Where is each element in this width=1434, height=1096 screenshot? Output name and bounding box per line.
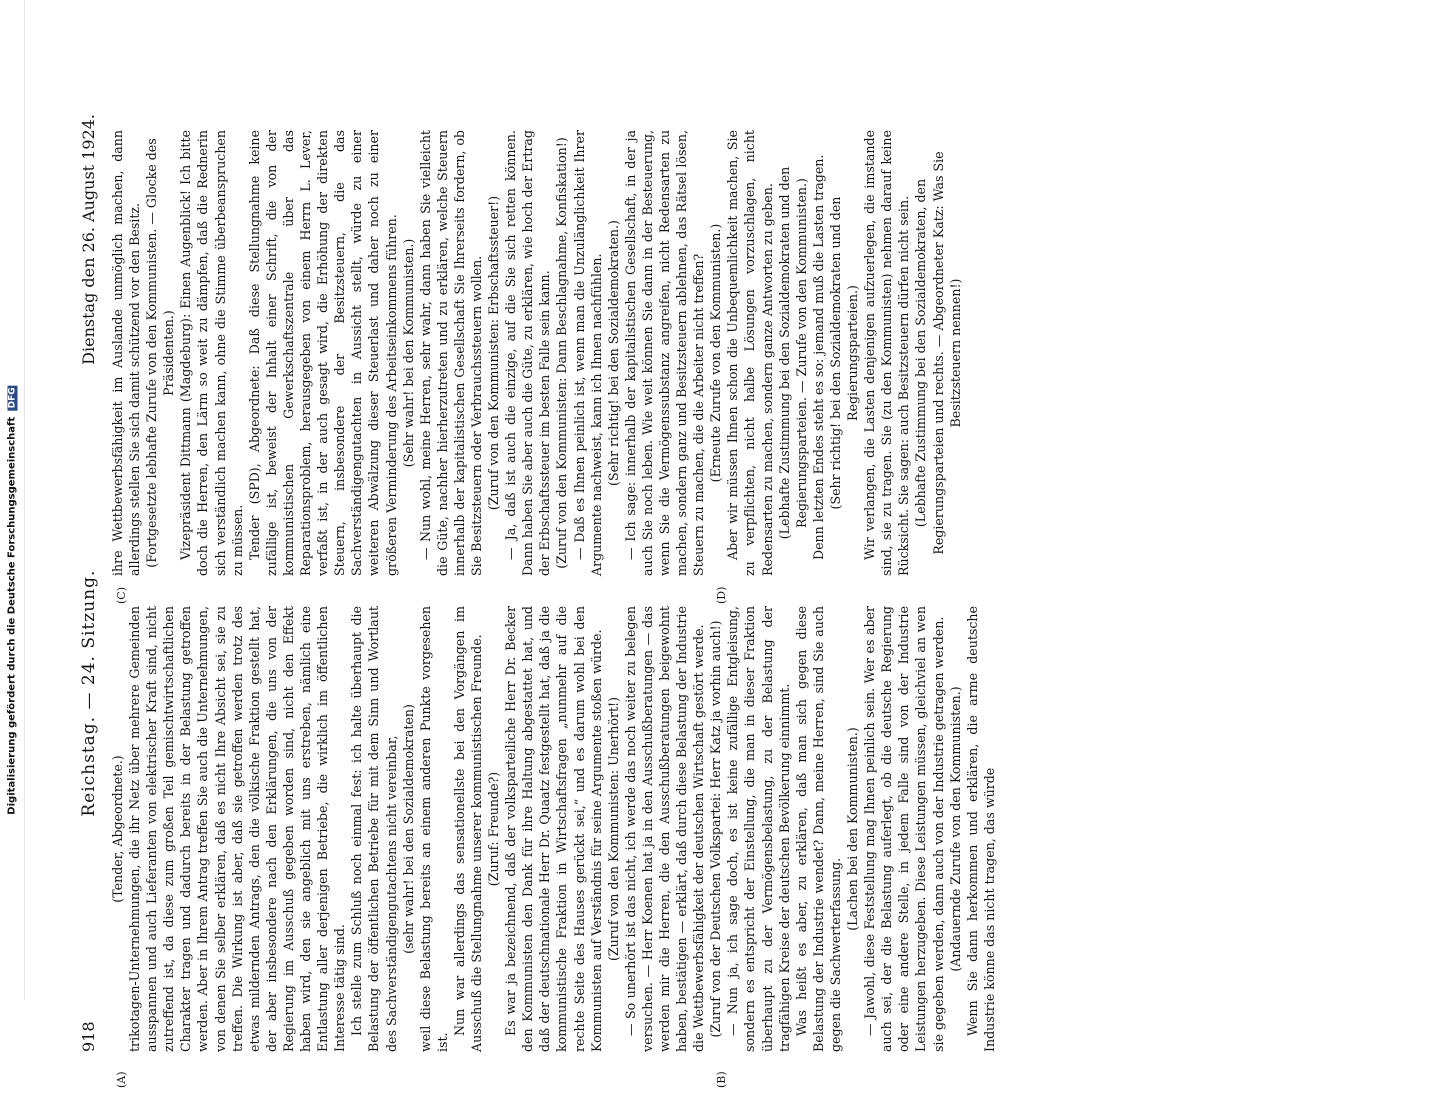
interjection: (Zuruf von der Deutschen Volkspartei: Herr Katz ja vorhin auch!) — [708, 620, 724, 1038]
sidebar-strip — [0, 0, 25, 1000]
paragraph: trikotagen-Unternehmungen, die ihr Netz über mehrere Gemeinden ausspannen und auch Lieferanten von elektrischer Kraft sind, nicht zutreffend ist, da diese zum großen Teil gemischtwirtschaftlichen Charakter tragen und dadurch bereits in der Belastung getroffen werden. Aber in Ihrem Antrag treffen Sie auch die Unternehmungen, von denen Sie selber erklären, daß es nicht Ihre Absicht sei, sie zu treffen. Die Wirkung ist aber, daß sie getroffen werden trotz des etwas mildernden Antrags, den die völkische Fraktion gestellt hat, der aber insbesondere nach den Erklärungen, die uns von der Regierung im Ausschuß gegeben worden sind, nicht den Effekt haben wird, den sie angeblich mit uns erstreben, nämlich eine Entlastung aller derjenigen Betriebe, die wirklich im öffentlichen Interesse tätig sind. — [127, 606, 348, 1052]
page-title: Reichstag. — 24. Sitzung. — [79, 569, 99, 817]
paragraph: ihre Wettbewerbsfähigkeit im Auslande unmöglich machen, dann allerdings stellen Sie sich damit schützend vor den Besitz. — [110, 130, 143, 576]
page-header — [79, 114, 105, 1052]
scanned-page — [75, 84, 1434, 1096]
speaker-paragraph: Vizepräsident Dittmann (Magdeburg): Einen Augenblick! Ich bitte doch die Herren, den Lärm so weit zu dämpfen, daß die Rednerin sich verständlich machen kann, ohne die Stimme überbeanspruchen zu müssen. — [178, 130, 245, 576]
paragraph: Wenn Sie dann herkommen und erklären, die arme deutsche Industrie könne das nicht tragen, das würde — [964, 606, 997, 1052]
interjection: (Sehr richtig! bei den Sozialdemokraten.) — [605, 220, 621, 486]
paragraph: — Nun ja, ich sage doch, es ist keine zufällige Entgleisung, sondern es entspricht der Einstellung, die man in dieser Fraktion überhaupt zu der Vermögensbelastung, zu der Belastung der tragfähigen Kreise der deutschen Bevölkerung einnimmt. — [725, 606, 792, 1052]
paragraph: Denn letzten Endes steht es so: jemand muß die Lasten tragen. — [810, 154, 826, 560]
page-number: 918 — [79, 1021, 98, 1052]
paragraph: Aber wir müssen Ihnen schon die Unbequemlichkeit machen, Sie zu verpflichten, nicht halbe Lösungen vorzuschlagen, nicht Redensarten zu machen, sondern ganze Antworten zu geben. — [725, 130, 775, 576]
interjection: (Zuruf von den Kommunisten: Erbschaftssteuer!) — [486, 195, 502, 511]
right-column — [109, 130, 964, 576]
paragraph: — Daß es Ihnen peinlich ist, wenn man die Unzulänglichkeit Ihrer Argumente nachweist, kann ich Ihnen nachfühlen. — [571, 130, 604, 576]
interjection: (Zuruf: Freunde?) — [486, 771, 502, 887]
interjection: (Zuruf von den Kommunisten: Dann Beschlagnahme, Konfiskation!) — [554, 137, 570, 569]
interjection: (Sehr richtig! bei den Sozialdemokraten und den Regierungsparteien.) — [827, 196, 861, 510]
margin-marker-d: (D) — [715, 586, 728, 604]
interjection: (Andauernde Zurufe von den Kommunisten.) — [947, 686, 963, 972]
speaker-paragraph: Tender (SPD), Abgeordnete: Daß diese Stellungnahme keine zufällige ist, beweist der Inhalt einer Schrift, die von der kommunistischen Gewerkschaftszentrale über das Reparationsproblem, herausgegeben von einem Herrn L. Lever, verfaßt ist, in der auch gesagt wird, die Erhöhung der direkten Steuern, insbesondere der Besitzsteuern, die das Sachverständigengutachten in Aussicht stellt, würde zu einer weiteren Abwälzung dieser Steuerlast und daher noch zu einer größeren Verminderung des Arbeitseinkommens führen. — [246, 130, 399, 576]
paragraph: — Ja, daß ist auch die einzige, auf die Sie sich retten können. Dann haben Sie aber auch die Güte, zu erklären, wie hoch der Ertrag der Erbschaftssteuer im besten Falle sein kann. — [503, 130, 553, 576]
paragraph: — Nun wohl, meine Herren, sehr wahr, dann haben Sie vielleicht die Güte, nachher hierherzutreten und zu erklären, welche Steuern innerhalb der kapitalistischen Gesellschaft Sie Ihrerseits fordern, ob Sie Besitzsteuern oder Verbrauchssteuern wollen. — [417, 130, 484, 576]
margin-marker-a: (A) — [115, 1071, 128, 1088]
funding-credit-text: Digitalisierung gefördert durch die Deutsche Forschungsgemeinschaft — [6, 416, 18, 815]
dfg-logo: DFG — [7, 387, 18, 409]
paragraph: — So unerhört ist das nicht, ich werde das noch weiter zu belegen versuchen. — Herr Koenen hat ja in den Ausschußberatungen — das werden mir die Herren, die den Ausschußberatungen beigewohnt haben, bestätigen — erklärt, daß durch diese Belastung der Industrie die Wettbewerbsfähigkeit der deutschen Wirtschaft gestört werde. — [622, 606, 707, 1052]
interjection: (Fortgesetzte lebhafte Zurufe von den Kommunisten. — Glocke des Präsidenten.) — [144, 138, 177, 568]
funding-credit — [7, 385, 18, 814]
paragraph: Nun war allerdings das sensationellste bei den Vorgängen im Ausschuß die Stellungnahme unserer kommunistischen Freunde. — [451, 606, 484, 1052]
speaker-heading: (Tender, Abgeordnete.) — [110, 755, 125, 903]
interjection: (sehr wahr! bei den Sozialdemokraten) — [400, 704, 416, 954]
page-date: Dienstag den 26. August 1924. — [79, 114, 98, 365]
paragraph: — Ich sage: innerhalb der kapitalistischen Gesellschaft, in der ja auch Sie noch leben. Wie weit können Sie dann in der Besteuerung, wenn Sie die Vermögenssubstanz angreifen, nicht Redensarten zu machen, sondern ganz und Besitzsteuern ablehnen, das Rätsel lösen, Steuern zu machen, die die Arbeiter nicht treffen? — [622, 130, 707, 576]
interjection: (Lebhafte Zustimmung bei den Sozialdemokraten, den Regierungsparteien und rechts. — Abgeordneter Katz: Was Sie Besitzsteuern nennen!) — [913, 151, 963, 555]
paragraph: Ich stelle zum Schluß noch einmal fest: ich halte überhaupt die Belastung der öffentlichen Betriebe für mit dem Sinn und Wortlaut des Sachverständigengutachtens nicht vereinbar, — [349, 606, 399, 1052]
left-column — [109, 606, 998, 1052]
interjection: (Zuruf von den Kommunisten: Unerhört!) — [605, 696, 621, 962]
interjection: (Lebhafte Zustimmung bei den Sozialdemokraten und den Regierungsparteien. — Zurufe von den Kommunisten.) — [776, 166, 809, 540]
paragraph: weil diese Belastung bereits an einem anderen Punkte vorgesehen ist. — [417, 606, 450, 1052]
paragraph: Es war ja bezeichnend, daß der volksparteiliche Herr Dr. Becker den Kommunisten den Dank für ihre Haltung abgestattet hat, und daß der deutschnationale Herr Dr. Quaatz festgestellt hat, daß ja die kommunistische Fraktion in Wirtschaftsfragen „nunmehr auf die rechte Seite des Hauses gerückt sei,“ und es darum wohl bei den Kommunisten auf Verständnis für seine Argumente stoßen würde. — [503, 606, 604, 1052]
paragraph: Wir verlangen, die Lasten denjenigen aufzuerlegen, die imstande sind, sie zu tragen. Sie (zu den Kommunisten) nehmen darauf keine Rücksicht. Sie sagen: auch Besitzsteuern dürfen nicht sein. — [862, 130, 912, 576]
paragraph: Was heißt es aber, zu erklären, daß man sich gegen diese Belastung der Industrie wendet? Dann, meine Herren, sind Sie auch gegen die Sachwerterfassung. — [793, 606, 843, 1052]
interjection: (Sehr wahr! bei den Kommunisten.) — [400, 238, 416, 468]
margin-marker-c: (C) — [115, 587, 128, 604]
interjection: (Lachen bei den Kommunisten.) — [845, 727, 861, 931]
margin-marker-b: (B) — [715, 1071, 728, 1088]
interjection: (Erneute Zurufe von den Kommunisten.) — [708, 223, 724, 483]
paragraph: — Jawohl, diese Feststellung mag Ihnen peinlich sein. Wer es aber auch sei, der die Belastung auferlegt, ob die deutsche Regierung oder eine andere Stelle, in jedem Falle sind von der Industrie Leistungen herzugeben. Diese Leistungen müssen, gleichviel an wen sie gegeben werden, dann auch von der Industrie getragen werden. — [862, 606, 946, 1052]
